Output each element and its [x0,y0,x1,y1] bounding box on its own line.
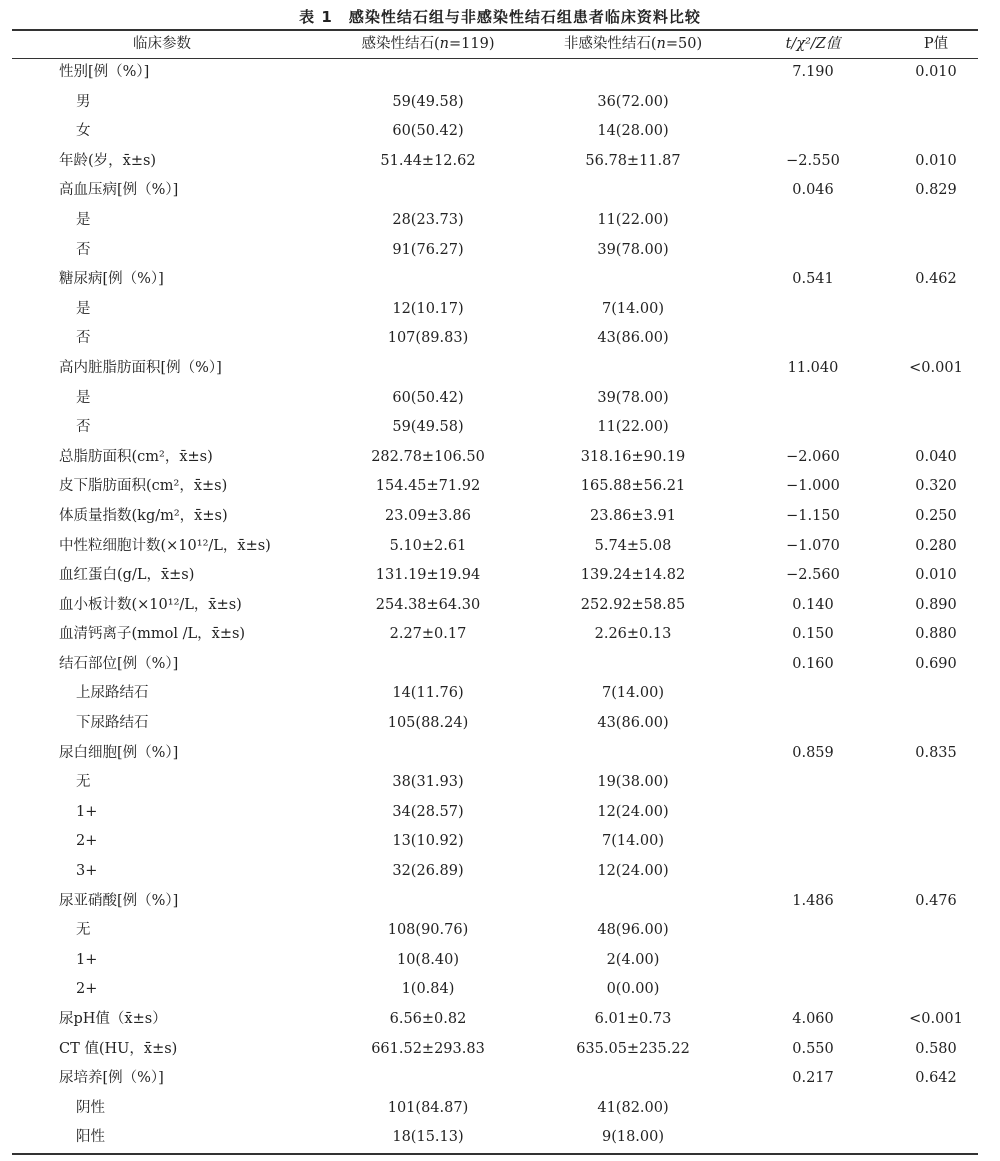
cell-group2: 7(14.00) [601,685,665,702]
cell-group2: 19(38.00) [597,774,669,791]
table-row [0,916,1000,946]
cell-param: 无 [76,922,91,939]
cell-group1: 18(15.13) [392,1129,464,1146]
cell-param: 皮下脂肪面积(cm²，x̄±s) [59,478,228,495]
cell-group1: 51.44±12.62 [380,152,476,169]
cell-p: 0.250 [915,507,957,524]
cell-group2: 2.26±0.13 [594,626,672,643]
cell-group2: 7(14.00) [601,300,665,317]
header-group2-n: n [656,36,666,52]
cell-group2: 11(22.00) [597,419,669,436]
table-row [0,946,1000,976]
cell-param: 总脂肪面积(cm²，x̄±s) [59,448,213,465]
cell-param: 否 [76,241,91,258]
cell-param: 血红蛋白(g/L，x̄±s) [59,567,195,584]
table-row [0,1094,1000,1124]
header-param: 临床参数 [133,36,191,52]
cell-group1: 13(10.92) [392,833,464,850]
cell-group2: 12(24.00) [597,863,669,880]
cell-group1: 10(8.40) [396,951,460,968]
cell-stat: 0.859 [792,744,834,761]
cell-group2: 43(86.00) [597,715,669,732]
cell-group1: 59(49.58) [392,93,464,110]
header-stat: t/χ²/Z值 [785,36,841,52]
cell-param: 2+ [76,833,98,850]
cell-p: 0.040 [915,448,957,465]
cell-param: 体质量指数(kg/m²，x̄±s) [59,507,228,524]
table-row [0,1123,1000,1153]
table-row [0,1035,1000,1065]
table-row [0,591,1000,621]
cell-p: 0.462 [915,271,957,288]
cell-p: 0.835 [915,744,957,761]
cell-stat: 0.160 [792,655,834,672]
cell-param: 中性粒细胞计数(×10¹²/L，x̄±s) [59,537,271,554]
cell-group1: 154.45±71.92 [375,478,481,495]
table-row [0,206,1000,236]
cell-stat: −2.550 [786,152,840,169]
cell-group1: 34(28.57) [392,803,464,820]
header-group2-suffix: =50) [665,36,703,52]
cell-group1: 254.38±64.30 [375,596,481,613]
cell-param: 尿pH值（x̄±s） [59,1011,167,1027]
table-row [0,384,1000,414]
cell-stat: 0.550 [792,1040,834,1057]
table-row [0,236,1000,266]
cell-param: 尿白细胞[例（%）] [59,744,179,761]
header-group1-prefix: 感染性结石( [361,36,440,52]
cell-group1: 101(84.87) [387,1099,469,1116]
cell-stat: −1.070 [786,537,840,554]
cell-group2: 43(86.00) [597,330,669,347]
cell-group1: 108(90.76) [387,922,469,939]
cell-param: 是 [76,300,91,317]
cell-group2: 14(28.00) [597,123,669,140]
table-row [0,739,1000,769]
cell-group2: 39(78.00) [597,241,669,258]
cell-stat: 11.040 [787,359,839,376]
cell-param: 阴性 [76,1099,105,1116]
table-row [0,679,1000,709]
cell-param: 女 [76,123,91,140]
table-row [0,147,1000,177]
cell-param: 结石部位[例（%）] [59,655,179,672]
table-row [0,295,1000,325]
cell-group1: 59(49.58) [392,419,464,436]
cell-group2: 48(96.00) [597,922,669,939]
cell-group1: 60(50.42) [392,123,464,140]
table-row [0,354,1000,384]
table-row [0,413,1000,443]
cell-group2: 11(22.00) [597,211,669,228]
cell-group1: 32(26.89) [392,863,464,880]
table-row [0,443,1000,473]
cell-param: 尿亚硝酸[例（%）] [59,892,179,909]
cell-group2: 23.86±3.91 [590,507,676,524]
cell-p: 0.829 [915,182,957,199]
cell-group1: 131.19±19.94 [375,567,481,584]
cell-param: 血清钙离子(mmol /L，x̄±s) [59,626,246,643]
cell-stat: 0.046 [792,182,834,199]
cell-param: 血小板计数(×10¹²/L，x̄±s) [59,596,242,613]
cell-group1: 105(88.24) [387,715,469,732]
cell-group1: 12(10.17) [392,300,464,317]
header-group1 [318,30,538,58]
table-row [0,1064,1000,1094]
cell-param: CT 值(HU，x̄±s) [59,1040,178,1057]
cell-group2: 6.01±0.73 [594,1011,672,1027]
cell-group1: 6.56±0.82 [389,1011,467,1027]
header-p: P值 [923,36,949,52]
cell-stat: −2.060 [786,448,840,465]
table-row [0,265,1000,295]
cell-group2: 41(82.00) [597,1099,669,1116]
table-row [0,857,1000,887]
cell-param: 糖尿病[例（%）] [59,271,164,288]
cell-group1: 38(31.93) [392,774,464,791]
cell-stat: −1.000 [786,478,840,495]
table-row [0,502,1000,532]
cell-p: 0.010 [915,567,957,584]
header-group1-n: n [439,36,450,52]
cell-p: 0.580 [915,1040,957,1057]
table-row [0,709,1000,739]
table-row [0,561,1000,591]
cell-group1: 5.10±2.61 [389,537,467,554]
cell-group1: 14(11.76) [392,685,464,702]
table-row [0,827,1000,857]
cell-group2: 9(18.00) [601,1129,665,1146]
cell-param: 高内脏脂肪面积[例（%）] [59,359,222,376]
cell-stat: 7.190 [792,64,834,80]
table-row [0,620,1000,650]
table-row [0,176,1000,206]
cell-stat: −2.560 [786,567,840,584]
cell-group2: 5.74±5.08 [594,537,672,554]
cell-group1: 282.78±106.50 [371,448,485,465]
cell-param: 否 [76,419,91,436]
table-row [0,768,1000,798]
cell-p: 0.890 [915,596,957,613]
table-row [0,324,1000,354]
cell-param: 阳性 [76,1129,105,1146]
cell-p: 0.280 [915,537,957,554]
cell-group1: 1(0.84) [401,981,455,998]
cell-p: 0.880 [915,626,957,643]
table-row [0,887,1000,917]
table-title: 表 1 感染性结石组与非感染性结石组患者临床资料比较 [299,8,701,26]
header-group1-suffix: =119) [449,36,495,52]
cell-group2: 56.78±11.87 [585,152,681,169]
bottom-rule [12,1153,978,1155]
cell-p: 0.690 [915,655,957,672]
cell-group2: 36(72.00) [597,93,669,110]
cell-group1: 107(89.83) [387,330,469,347]
cell-param: 无 [76,774,91,791]
cell-group2: 252.92±58.85 [580,596,686,613]
cell-stat: 1.486 [792,892,834,909]
cell-group2: 139.24±14.82 [580,567,686,584]
table-row [0,650,1000,680]
cell-param: 2+ [76,981,98,998]
cell-param: 是 [76,389,91,406]
cell-p: 0.010 [915,64,957,80]
cell-group2: 12(24.00) [597,803,669,820]
cell-p: 0.010 [915,152,957,169]
cell-group2: 165.88±56.21 [580,478,686,495]
cell-stat: 4.060 [792,1011,834,1027]
table-body [0,58,1000,1153]
cell-param: 3+ [76,863,98,880]
table-row [0,58,1000,88]
cell-param: 下尿路结石 [76,715,149,732]
cell-stat: 0.541 [792,271,834,288]
cell-param: 否 [76,330,91,347]
cell-group2: 7(14.00) [601,833,665,850]
cell-p: <0.001 [909,1011,963,1027]
table-row [0,117,1000,147]
table-row [0,975,1000,1005]
cell-group2: 39(78.00) [597,389,669,406]
cell-param: 高血压病[例（%）] [59,182,179,199]
cell-stat: −1.150 [786,507,840,524]
cell-param: 上尿路结石 [76,685,149,702]
cell-stat: 0.217 [792,1070,834,1087]
cell-param: 是 [76,211,91,228]
cell-group1: 91(76.27) [392,241,464,258]
header-group2 [523,30,743,58]
cell-group1: 661.52±293.83 [371,1040,485,1057]
table-row [0,88,1000,118]
cell-param: 1+ [76,951,98,968]
table-row [0,472,1000,502]
cell-param: 男 [76,93,91,110]
cell-group1: 23.09±3.86 [385,507,471,524]
cell-param: 性别[例（%）] [59,64,150,80]
cell-stat: 0.140 [792,596,834,613]
cell-p: 0.642 [915,1070,957,1087]
cell-group2: 2(4.00) [606,951,660,968]
cell-param: 年龄(岁，x̄±s) [59,152,157,169]
cell-group1: 28(23.73) [392,211,464,228]
cell-p: 0.476 [915,892,957,909]
cell-param: 尿培养[例（%）] [59,1070,164,1087]
cell-stat: 0.150 [792,626,834,643]
cell-group2: 318.16±90.19 [580,448,686,465]
cell-group1: 60(50.42) [392,389,464,406]
table-row [0,532,1000,562]
cell-p: <0.001 [909,359,963,376]
header-group2-prefix: 非感染性结石( [563,36,657,52]
table-row [0,798,1000,828]
cell-group2: 0(0.00) [606,981,660,998]
cell-param: 1+ [76,803,98,820]
table-row [0,1005,1000,1035]
cell-group2: 635.05±235.22 [576,1040,690,1057]
cell-group1: 2.27±0.17 [389,626,467,643]
cell-p: 0.320 [915,478,957,495]
